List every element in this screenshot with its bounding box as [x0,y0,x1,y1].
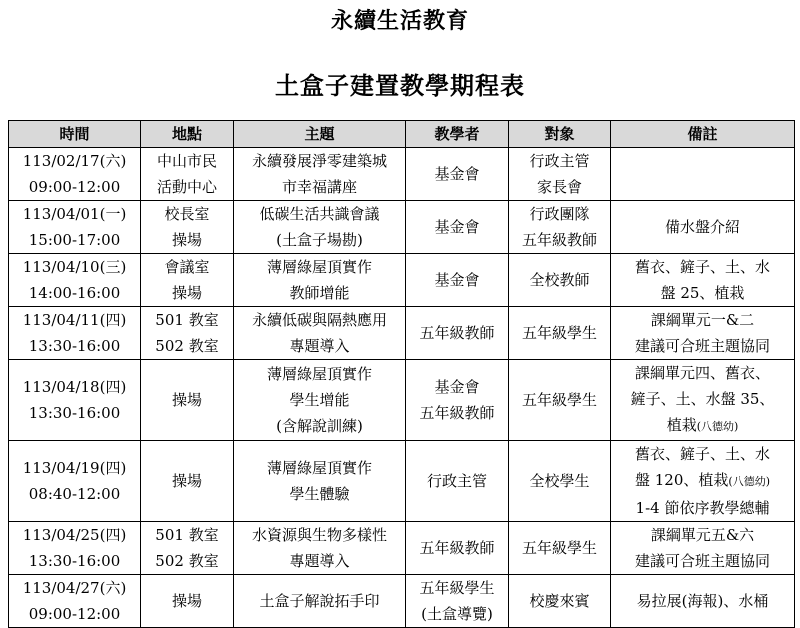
cell-time [9,201,141,254]
cell-topic-line: 市幸福講座 [281,178,357,196]
cell-time [9,148,141,201]
cell-teacher [406,201,509,254]
cell-topic [234,148,406,201]
cell-place [141,441,234,522]
cell-target [509,254,611,307]
cell-note [611,575,795,628]
cell-place [141,360,234,441]
cell-topic-line: 教師增能 [289,284,350,302]
cell-place-line: 502 教室 [155,552,219,570]
cell-place-line: 操場 [171,592,202,610]
cell-target [509,575,611,628]
cell-place-line: 操場 [171,231,202,249]
cell-note-line: 鏟子、土、水盤 35、 [630,390,775,408]
cell-teacher [406,441,509,522]
cell-topic-line: 學生體驗 [289,485,350,503]
cell-place [141,254,234,307]
cell-target [509,522,611,575]
cell-teacher-line: 基金會 [434,218,480,236]
table-row [9,254,795,307]
table-row [9,148,795,201]
cell-note-line: 1-4 節依序教學總輔 [635,499,770,517]
cell-date: 113/04/11(四) [22,311,127,329]
cell-target-line: 行政主管 [529,152,590,170]
cell-teacher-line: (土盒導覽) [421,605,493,623]
cell-place [141,575,234,628]
table-row [9,360,795,441]
schedule-body [9,148,795,628]
cell-note-text: 盤 120、植栽 [635,471,729,489]
schedule-title: 土盒子建置教學期程表 [275,71,525,100]
cell-teacher-line: 基金會 [434,271,480,289]
cell-date: 113/04/27(六) [22,579,127,597]
cell-target-line: 五年級學生 [521,539,597,557]
cell-teacher-line: 五年級教師 [419,324,495,342]
cell-note-line: 盤 25、植栽 [660,284,745,302]
cell-time: 14:00-16:00 [28,284,121,302]
cell-time: 08:40-12:00 [28,485,121,503]
cell-note [611,201,795,254]
header-target: 對象 [509,121,611,148]
cell-note-line: 舊衣、鏟子、土、水 [634,258,770,276]
cell-target [509,441,611,522]
cell-target-line: 家長會 [536,178,582,196]
cell-teacher-line: 基金會 [434,378,480,396]
cell-target-line: 全校教師 [529,271,590,289]
cell-note-line [615,467,790,495]
cell-target [509,148,611,201]
cell-teacher [406,148,509,201]
cell-place-line: 活動中心 [156,178,217,196]
table-header-row [9,121,795,148]
cell-topic-line: 水資源與生物多樣性 [251,526,387,544]
cell-time: 13:30-16:00 [28,404,121,422]
cell-note-line: 課綱單元四、舊衣、 [634,364,770,382]
note-small-text: (八德幼) [728,475,770,488]
cell-place-line: 操場 [171,284,202,302]
cell-target-line: 五年級學生 [521,391,597,409]
cell-teacher-line: 五年級教師 [419,539,495,557]
cell-place [141,201,234,254]
cell-target-line: 五年級教師 [521,231,597,249]
cell-place-line: 操場 [171,391,202,409]
cell-date: 113/02/17(六) [22,152,127,170]
cell-teacher [406,522,509,575]
cell-note-line: 舊衣、鏟子、土、水 [634,445,770,463]
cell-topic-line: 薄層綠屋頂實作 [266,258,372,276]
cell-topic-line: 專題導入 [289,337,350,355]
cell-date: 113/04/19(四) [22,459,127,477]
cell-note [611,148,795,201]
main-title: 永續生活教育 [330,8,469,34]
note-small-text: (八德幼) [696,420,739,433]
header-note: 備註 [611,121,795,148]
cell-topic [234,360,406,441]
cell-teacher [406,254,509,307]
cell-place [141,522,234,575]
cell-target-line: 校慶來賓 [529,592,590,610]
cell-note [611,522,795,575]
cell-target-line: 五年級學生 [521,324,597,342]
cell-topic [234,201,406,254]
cell-topic-line: (土盒子場勘) [276,231,363,249]
cell-place-line: 校長室 [164,205,210,223]
cell-target-line: 行政團隊 [529,205,590,223]
cell-teacher-line: 基金會 [434,165,480,183]
cell-target [509,360,611,441]
cell-topic-line: (含解說訓練) [276,417,363,435]
cell-teacher [406,575,509,628]
cell-topic [234,522,406,575]
cell-note [611,441,795,522]
cell-time [9,575,141,628]
cell-time: 09:00-12:00 [28,605,121,623]
cell-topic-line: 薄層綠屋頂實作 [266,365,372,383]
cell-time [9,441,141,522]
cell-note-line: 易拉展(海報)、水桶 [636,592,769,610]
cell-date: 113/04/01(一) [22,205,127,223]
cell-note-line: 課綱單元五&六 [650,526,755,544]
cell-place-line: 中山市民 [156,152,217,170]
cell-time [9,254,141,307]
cell-note-line: 建議可合班主題協同 [634,337,770,355]
cell-topic [234,575,406,628]
table-row [9,575,795,628]
cell-place [141,148,234,201]
cell-topic-line: 永續低碳與隔熱應用 [251,311,387,329]
cell-place-line: 會議室 [164,258,210,276]
table-row [9,201,795,254]
cell-topic-line: 專題導入 [289,552,350,570]
cell-note-line: 備水盤介紹 [664,218,740,236]
cell-teacher-line: 五年級教師 [419,404,495,422]
cell-time [9,307,141,360]
cell-date: 113/04/25(四) [22,526,127,544]
cell-teacher-line: 行政主管 [426,472,487,490]
cell-note-text: 植栽 [666,416,697,434]
cell-note [611,360,795,441]
cell-note-line: 建議可合班主題協同 [634,552,770,570]
cell-time: 09:00-12:00 [28,178,121,196]
cell-topic-line: 永續發展淨零建築城 [251,152,387,170]
table-row [9,441,795,522]
cell-time: 13:30-16:00 [28,552,121,570]
cell-place-line: 501 教室 [155,526,219,544]
cell-time [9,360,141,441]
cell-target [509,307,611,360]
cell-time [9,522,141,575]
cell-topic [234,254,406,307]
cell-place [141,307,234,360]
cell-topic-line: 學生增能 [289,391,350,409]
cell-note [611,254,795,307]
cell-note-line [615,412,790,440]
table-row [9,307,795,360]
schedule-table [8,120,795,628]
cell-topic-line: 低碳生活共識會議 [259,205,380,223]
cell-place-line: 501 教室 [155,311,219,329]
cell-topic [234,307,406,360]
header-teacher: 教學者 [406,121,509,148]
cell-target-line: 全校學生 [529,472,590,490]
cell-note-line: 課綱單元一&二 [650,311,755,329]
cell-topic [234,441,406,522]
cell-time: 15:00-17:00 [28,231,121,249]
cell-place-line: 操場 [171,472,202,490]
header-time: 時間 [9,121,141,148]
cell-date: 113/04/10(三) [22,258,127,276]
cell-topic-line: 土盒子解說拓手印 [259,592,380,610]
cell-teacher [406,360,509,441]
cell-time: 13:30-16:00 [28,337,121,355]
header-place: 地點 [141,121,234,148]
cell-target [509,201,611,254]
cell-place-line: 502 教室 [155,337,219,355]
cell-note [611,307,795,360]
cell-teacher [406,307,509,360]
header-topic: 主題 [234,121,406,148]
cell-date: 113/04/18(四) [22,378,127,396]
cell-topic-line: 薄層綠屋頂實作 [266,459,372,477]
cell-teacher-line: 五年級學生 [419,579,495,597]
table-row [9,522,795,575]
